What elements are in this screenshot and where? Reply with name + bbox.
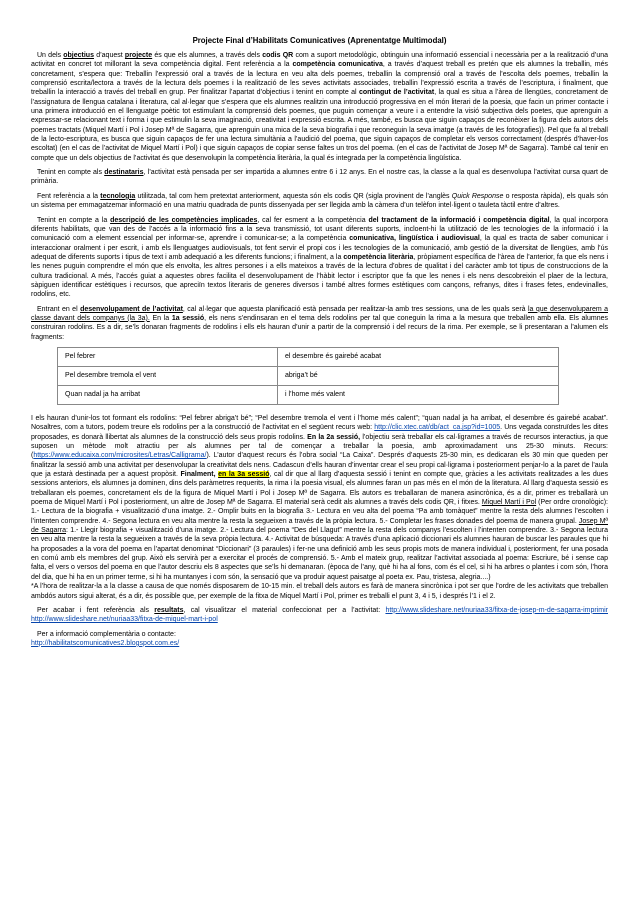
paragraph-desenvolupament <box>31 305 608 342</box>
link-blog[interactable]: http://habilitatscomunicatives2.blogspot.com.es/ <box>31 639 180 647</box>
table-cell: Pel desembre tremola el vent <box>58 366 278 385</box>
table-cell: el desembre és gairebé acabat <box>278 347 559 366</box>
text: Entrant en el <box>37 305 81 313</box>
text: , la qual es tracta de saber comunicar i interaccionar oralment i per escrit, i amb els llenguatges audiovisuals, tot fent servir el propi cos i les tecnologies de la comunicació, amb gestió de la diversitat de llengües, amb l’ús adequat de diferents suports i tipus de text i amb adequació a les diferents funcions; i finalment, a la <box>31 235 608 261</box>
text: , cal al·legar que aquesta planificació està pensada per realitzar-la amb tres sessions, una de les quals serà <box>182 305 528 313</box>
text: I els hauran d’unir-los tot formant els rodolins: “Pel febrer abriga’t bé”; “Pel desembre tremola el vent i l’home més calent”; “quan nadal ja ha arribat, el desembre és gairebé acabat”. Nosaltres, com a tutors, podem treure els rodolins per a la construcció de l’activitat en el següent recurs web: <box>31 414 608 432</box>
underlined-session-note: la que desenvoluparem a classe davant dels companys (la 3a). <box>31 305 609 322</box>
table-cell: abriga’t bé <box>278 366 559 385</box>
table-cell: i l’home més valent <box>278 385 559 404</box>
text: , cal fer esment a la competència <box>257 216 369 224</box>
paragraph-tecnologia <box>31 192 608 211</box>
table-row <box>58 347 559 366</box>
keyword-competencia-comunicativa: competència comunicativa <box>292 61 383 69</box>
link-slideshare-sagarra[interactable]: http://www.slideshare.net/nuriaa33/fitxa-de-josep-m-de-sagarra-imprimir <box>385 606 608 614</box>
text: Tenint en compte als <box>37 169 105 177</box>
quick-response-term: Quick Response <box>451 192 504 200</box>
keyword-competencia-literaria: competència literària <box>343 253 414 261</box>
text: . Uns vegada construïdes les dites proposades, es donarà llibertat als alumnes de la construcció dels seus propis rodolins. <box>31 424 608 441</box>
rodolins-table <box>57 347 559 405</box>
text: , cal visualitzar el material confeccionat per a l’activitat: <box>183 606 386 614</box>
text: , la qual incorpora diferents habilitats, que van des de l’accés a la informació fins a la seva transmissió, tot usant diferents suports, incloent-hi la utilització de les tecnologies de la informació i la comunicació com a element essencial per informar-se, aprendre i comunicar-se; a la competència <box>31 216 608 243</box>
text: , pròpiament específica de l’àrea de l’anterior, fa que els nens i les nenes puguin comprendre el món que els envolta, les altres persones i a ells mateixos a través de la lectura d’obres de qualitat i del caràcter amb tot tipus de construccions de la cultura tradicional. A més, l’accés guiat a aquestes obres facilita el desenvolupament de l’hàbit lector i escriptor que fa que les nenes i els nens descobreixin el plaer de la lectura, sàpiguen identificar estètiques i recursos, que apreciïn textos literaris de generes diversos i també altres formes estètiques com cançons, refranys, dites i frases fetes, endevinalles, rodolins, etc. <box>31 253 609 299</box>
keyword-projecte: projecte <box>124 52 153 59</box>
keyword-codis-qr: codis QR <box>262 52 294 59</box>
text: com a suport metodològic, obtinguin una informació essencial i necessària per a la realització d’una activitat en concret tot millorant la seva competència digital. Fent referència a la <box>31 52 609 69</box>
document-page <box>31 36 608 648</box>
paragraph-competencies <box>31 216 608 300</box>
text: : 1.- Llegir biografia + visualització d’una imatge. 2.- Lectura del poema “Des del Llagut” mentre la resta dels companys l’escolten i l’intenten comprendre. 3.- Segona lectura en veu alta mentre la resta la segueixen a través de la seva pròpia lectura. 4.- Activitat de búsqueda: A través d’una aplicació diccionari els alumnes hauran de buscar les paraules que hi ha proposades a la vora del poema en l’apartat denominat “Diccionari” (3 paraules) i fer-ne una definició amb les seus propis mots de manera individual i, posteriorment, fer una posada en comú amb els membres del grup. Això els servirà per a exercitar el procés de comprensió. 5.- Amb el mateix grup, realitzar l’activitat associada al poema: Escriure, bé i sense cap falta, el vers o versos del poema en que l’autor descriu els 8 aspectes que se’ls hi demanaran. (època de l’any, què hi ha al fons, com és el cel, si hi ha arbres o plantes i com són, l’hora del dia, que hi ha en un primer terme, si hi ha muntanyes i com són, la sensació que va produir aquest paisatge al poeta ex. Pau, tristesa, alegria....) <box>31 527 608 581</box>
text: l’objectiu serà treballar els cal·ligrames a través de recursos interactius, ja que suposen un mètode molt atractiu per als alumnes per tal de començar a treballar la poesia, amb aproximadament uns 25-30 minuts. Recurs: ( <box>31 433 608 460</box>
keyword-sessio-1: 1a sessió <box>171 314 205 322</box>
text: d’aquest <box>93 52 125 59</box>
text: En la <box>149 314 172 322</box>
paragraph-contacte <box>31 630 608 649</box>
text: , l’activitat està pensada per ser impartida a alumnes entre 6 i 12 anys. En el nostre cas, la classe a la qual es desenvolupa l’activitat cursa quart de primària. <box>31 169 608 186</box>
text: , els nens s’endinsaran en el tema dels rodolins per tal que coneguin la rima a la mesura que treballen amb ella. Els alumnes construiran rodolins. Es a dir, se’ls donaran fragments de rodolins i ells els hauran d’unir a partir de la comprensió i del recurs de la rima. Per exemple, se li presentaran a l’alumen els fragments: <box>31 314 608 341</box>
text: Tenint en compte a la <box>37 216 111 224</box>
text: Fent referència a la <box>37 192 101 200</box>
paragraph-sessions <box>31 414 608 582</box>
author-miquel-marti-i-pol: Miquel Martí i Pol <box>481 499 537 507</box>
keyword-comunicativa-linguistica: comunicativa, lingüística i audiovisual <box>349 235 480 243</box>
text: ). L’autor d’aquest recurs és l’obra social “La Caixa”. Després d’aquests 25-30 min, es dedicaran els 30 min que queden per finalitzar la sessió amb una activitat per desenvolupar la creativitat dels nens. Cadascun d’ells hauran d’inventar crear el seu propi cal·ligrama i posteriorment penjar-lo a la paret de l’aula que ja estarà destinada per a aquest propòsit. <box>31 452 608 479</box>
text: , la qual es situa a l’àrea de llengües, concretament de l’assignatura de llengua catalana i literatura, cal al·legar que s’espera que els alumnes realitzin una introducció progressiva en el món literari de la poesia, que facin un primer contacte i una primera introducció en el llenguatge poètic tot estimulant la comprensió dels poemes, que puguin començar a veure i a entendre la visió subjectiva dels poetes, que aprenguin a expressar-se relacionant text i forma i que estimulin la seva imaginació, creativitat i expressió escrita. A més, també, es busca que siguin capaços de reconèixer la figura dels autors dels poemes tractats (Miquel Martí i Pol i Josep Mª de Sagarra, que aprenguin una mica de la seva biografia i que reconeguin la seva imatge (a través de les fotografies)). Pel que fa al treball de la lecto-escriptura, es busca que siguin capaços de fer una lectura simultània a l’audició del poema, que siguin capaços de completar els versos correctament (després d’haver-los escoltat) (en el cas de l’activitat de Miquel Martí i Pol) i que siguin capaços de copiar sense faltes un tros del poema. (en el cas de l’activitat de Josep Mª de Sagarra). També cal tenir en compte que un dels objectius de l’activitat és que desenvolupin la competència literària, la qual és integrada per la competència lingüística. <box>31 89 608 162</box>
text: és que els alumnes, a través dels <box>152 52 263 59</box>
keyword-tecnologia: tecnologia <box>100 192 136 200</box>
text: , a través d’aquest treball es pretén que els alumnes la treballin, més concretament, s’espera que: Treballin l’expressió oral a través de la lectura en veu alta dels poemes, treballin la comprensió oral a través de l’escolta dels poemes, treballin la comprensió escrita/lectora a través de la lectura dels poemes i la realització de les seves activitats associades, treballin l’expressió escrita a través de l’escriptura, i finalment, que treballin la interacció a través del treball en grup. Per finalitzar l’apartat d’objectius i tenint en compte al <box>31 61 608 97</box>
link-clic-xtec[interactable]: http://clic.xtec.cat/db/act_ca.jsp?id=1005 <box>374 424 501 432</box>
keyword-tractament-informacio: del tractament de la informació i competència digital <box>368 216 550 224</box>
keyword-resultats: resultats <box>154 606 184 614</box>
table-row <box>58 366 559 385</box>
text: Per acabar i fent referència als <box>37 606 155 614</box>
keyword-sessio-2: En la 2a sessió, <box>307 433 361 441</box>
keyword-contingut: contingut de l’activitat <box>358 89 435 97</box>
link-educaixa[interactable]: https://www.educaixa.com/microsites/Letras/Calligrama/ <box>33 452 207 460</box>
text: Un dels <box>37 52 64 59</box>
text: , cal dir que al llarg d’aquesta sessió i tenint en compte que, gràcies a les activitats realitzades a les dues sessions anteriors, els alumnes ja dominen, dins dels paràmetres requerits, la rima i la poesia visual, els alumnes faran un pas més en el món de la literatura. Al llarg d’aquesta sessió es treballaran els poemes, concretament els de la figura de Miquel Martí i Pol i Josep Mª de Sagarra. Els autors es treballaran de manera asincrònica, és a dir, primer es treballarà un poema de Miquel Martí i Pol i posteriorment, un altre de Josep Mª de Sagarra. El material serà cedit als alumnes a través dels codis QR, i fitxes. <box>31 471 609 507</box>
paragraph-destinataris <box>31 168 608 187</box>
keyword-descripcio-competencies: descripció de les competències implicades <box>110 216 258 224</box>
link-slideshare-marti-pol[interactable]: http://www.slideshare.net/nuriaa33/fitxa-de-miquel-mart-i-pol <box>31 616 218 624</box>
text: o resposta ràpida), els quals són un sistema per emmagatzemar informació en una matriu quadrada de punts dissenyada per ser llegida amb la càmera d’un telèfon intel·ligent o tauleta tàctil entre d’altres. <box>31 192 608 210</box>
keyword-objectius: objectius <box>63 52 94 59</box>
contact-label: Per a informació complementària o contacte: <box>37 630 176 638</box>
document-title: Projecte Final d’Habilitats Comunicatives (Aprenentatge Multimodal) <box>192 36 447 45</box>
table-cell: Pel febrer <box>58 347 278 366</box>
keyword-desenvolupament: desenvolupament de l’activitat <box>80 305 183 313</box>
table-row <box>58 385 559 404</box>
keyword-finalment: Finalment, <box>180 471 216 479</box>
text: utilitzada, tal com hem pretextat anteriorment, aquesta són els codis QR (sigla provinent de l’anglès <box>135 192 452 200</box>
text: (Per ordre cronològic): 1.- Lectura de la biografia + visualització d’una imatge. 2.- Omplir buits en la biografia 3.- Lectura en veu alta del poema “Pa amb tomàquet” mentre la resta dels alumnes l’escolten i l’intenten comprendre. 4.- Segona lectura en veu alta mentre la resta la segueixen a través de la pròpia lectura. 5.- Completar les frases donades del poema de manera grupal. <box>31 499 608 525</box>
keyword-destinataris: destinataris <box>104 169 144 177</box>
paragraph-resultats <box>31 606 608 625</box>
table-cell: Quan nadal ja ha arribat <box>58 385 278 404</box>
author-josep-m-de-sagarra: Josep Mª de Sagarra <box>31 517 608 535</box>
paragraph-objectives <box>31 51 608 163</box>
highlight-sessio-3: en la 3a sessió <box>218 471 270 479</box>
paragraph-note: *A l’hora de realitzar-la a la classe a causa de que només disposarem de 10-15 min. el treball dels autors es farà de manera sincrònica i pot ser que l’ordre de les activitats que treballen ambdós autors sigui alterat, és a dir, és possible que, per exemple de la fitxa de Miquel Martí i Pol, primer es treballi el punt 3, 4 i 5, i després l’1 i el 2. <box>31 583 608 600</box>
